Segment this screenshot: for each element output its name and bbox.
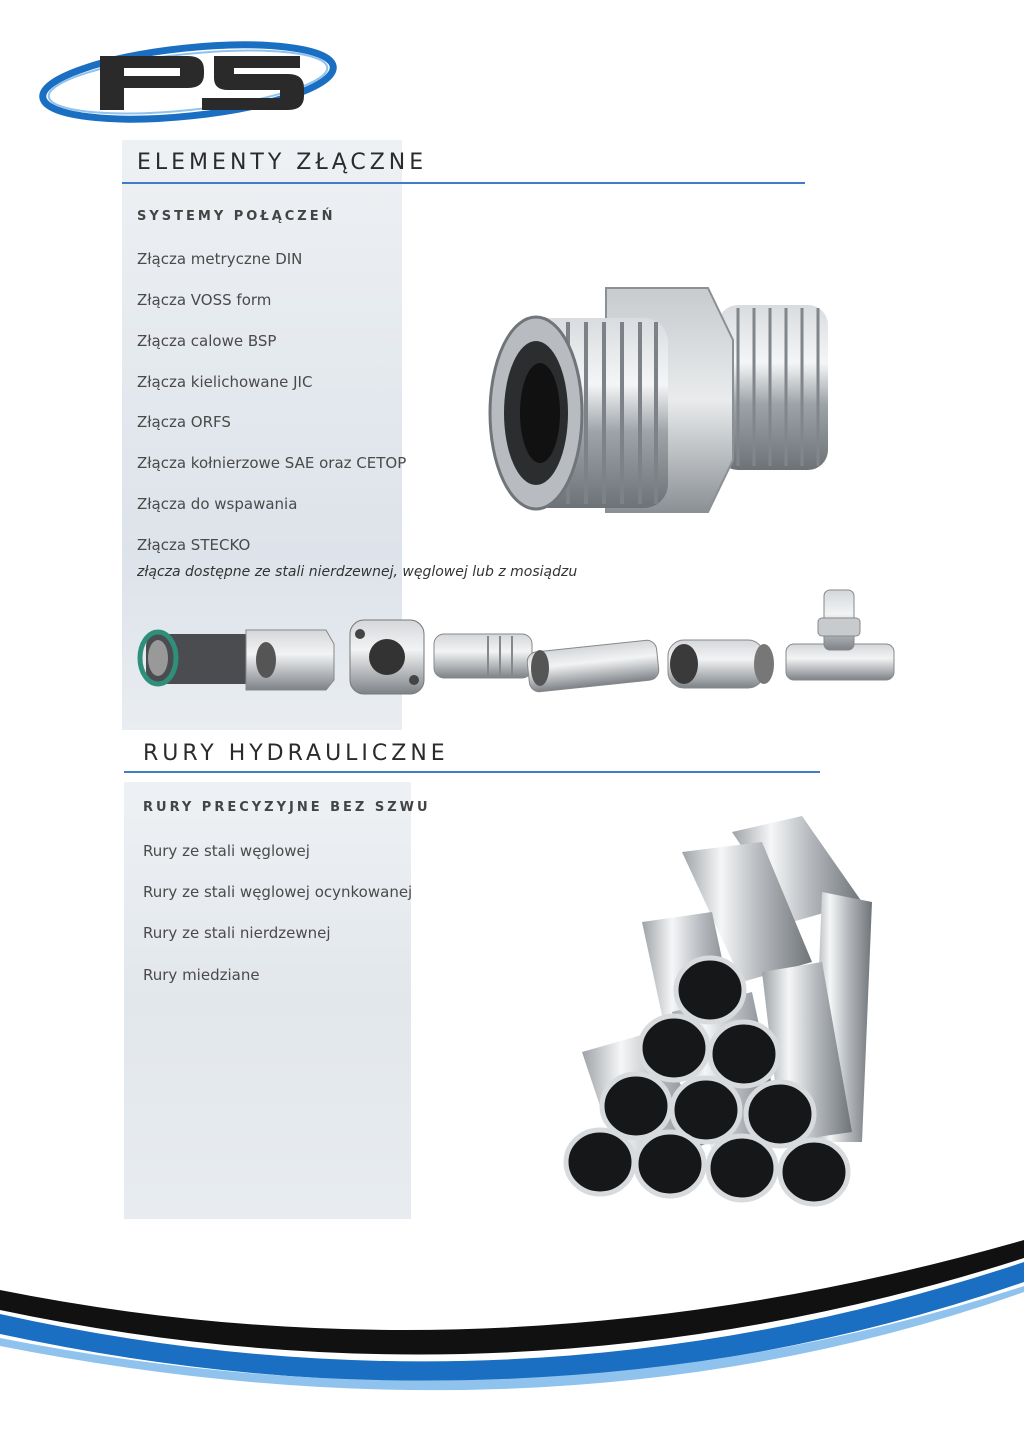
list-item: Rury miedziane	[143, 966, 260, 984]
list-item: Złącza metryczne DIN	[137, 250, 303, 268]
list-item: Rury ze stali nierdzewnej	[143, 924, 331, 942]
section-rule-tubes	[124, 771, 820, 773]
hydraulic-fitting-image	[488, 280, 840, 530]
list-item: Złącza kielichowane JIC	[137, 373, 313, 391]
section-title-connectors: ELEMENTY ZŁĄCZNE	[137, 150, 428, 175]
list-item: Złącza STECKO	[137, 536, 251, 554]
subtitle-connection-systems: SYSTEMY POŁĄCZEŃ	[137, 209, 336, 224]
steel-tubes-image	[562, 812, 878, 1212]
section-rule-connectors	[122, 182, 805, 184]
list-item: Rury ze stali węglowej ocynkowanej	[143, 883, 413, 901]
section-title-tubes: RURY HYDRAULICZNE	[143, 741, 449, 766]
list-item: Złącza VOSS form	[137, 291, 272, 309]
list-item: Rury ze stali węglowej	[143, 842, 310, 860]
fittings-row-image	[136, 582, 898, 702]
subtitle-precision-tubes: RURY PRECYZYJNE BEZ SZWU	[143, 800, 431, 815]
list-item: Złącza calowe BSP	[137, 332, 277, 350]
list-item: Złącza ORFS	[137, 413, 231, 431]
list-item: Złącza kołnierzowe SAE oraz CETOP	[137, 454, 407, 472]
materials-note: złącza dostępne ze stali nierdzewnej, węglowej lub z mosiądzu	[137, 564, 578, 580]
company-logo	[38, 38, 338, 126]
list-item: Złącza do wspawania	[137, 495, 298, 513]
bottom-swoosh-decoration	[0, 1230, 1024, 1449]
